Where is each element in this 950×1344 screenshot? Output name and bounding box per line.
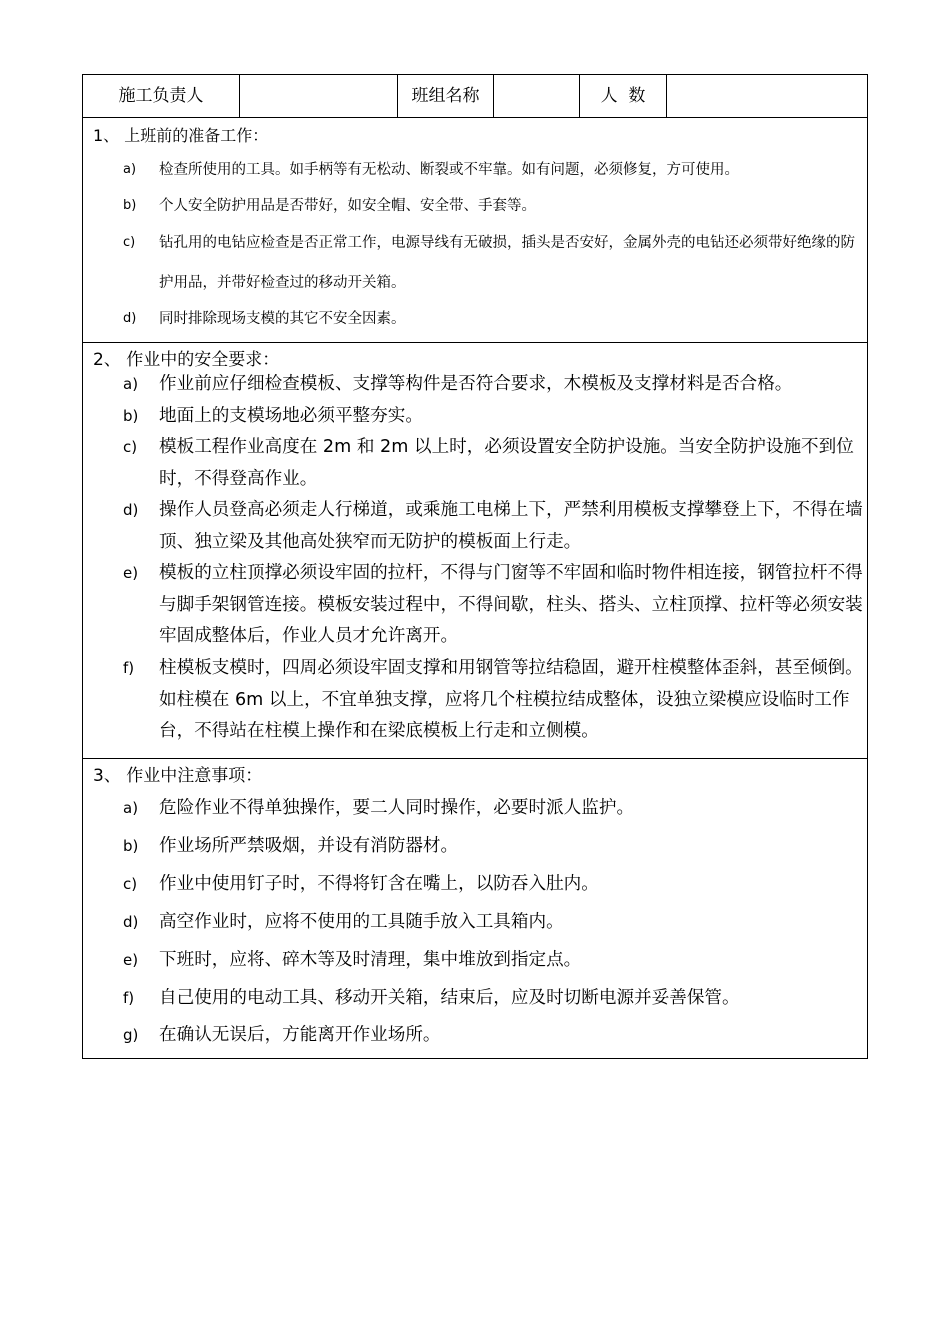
- item-text: 同时排除现场支模的其它不安全因素。: [159, 311, 406, 327]
- item-text: 在确认无误后，方能离开作业场所。: [159, 1025, 441, 1045]
- item-marker: e): [123, 564, 139, 582]
- section-preparation: [83, 118, 867, 343]
- safety-briefing-table: [82, 74, 868, 1059]
- item-marker: a): [123, 162, 137, 177]
- item-marker: c): [123, 438, 138, 456]
- item-text: 柱模板支模时，四周必须设牢固支撑和用钢管等拉结稳固，避开柱模整体歪斜，甚至倾倒。如柱模在 6m 以上，不宜单独支撑，应将几个柱模拉结成整体，设独立梁模应设临时工作台，不得站在柱模上操作和在梁底模板上行走和立侧模。: [159, 658, 863, 741]
- item-marker: d): [123, 913, 139, 931]
- item-text: 操作人员登高必须走人行梯道，或乘施工电梯上下，严禁利用模板支撑攀登上下，不得在墙顶、独立梁及其他高处狭窄而无防护的模板面上行走。: [159, 500, 863, 552]
- header-value-person-in-charge: [240, 75, 398, 117]
- item-text: 检查所使用的工具。如手柄等有无松动、断裂或不牢靠。如有问题，必须修复，方可使用。: [159, 162, 739, 178]
- item-text: 地面上的支模场地必须平整夯实。: [159, 406, 423, 426]
- section-safety-requirements: [83, 343, 867, 759]
- item-marker: g): [123, 1026, 139, 1044]
- item-marker: b): [123, 837, 139, 855]
- header-label-team-name: 班组名称: [398, 75, 494, 117]
- header-row: [83, 75, 867, 118]
- item-text: 作业中使用钉子时，不得将钉含在嘴上，以防吞入肚内。: [159, 874, 599, 894]
- item-text: 模板工程作业高度在 2m 和 2m 以上时，必须设置安全防护设施。当安全防护设施不到位时，不得登高作业。: [159, 437, 854, 489]
- item-text: 高空作业时，应将不使用的工具随手放入工具箱内。: [159, 912, 564, 932]
- header-label-headcount: 人 数: [580, 75, 667, 117]
- item-text: 钻孔用的电钻应检查是否正常工作，电源导线有无破损，插头是否安好，金属外壳的电钻还必须带好绝缘的防护用品，并带好检查过的移动开关箱。: [159, 235, 855, 291]
- item-marker: a): [123, 375, 139, 393]
- item-text: 模板的立柱顶撑必须设牢固的拉杆，不得与门窗等不牢固和临时物件相连接，钢管拉杆不得与脚手架钢管连接。模板安装过程中，不得间歇，柱头、搭头、立柱顶撑、拉杆等必须安装牢固成整体后，作业人员才允许离开。: [159, 563, 863, 646]
- section-title: 1、 上班前的准备工作：: [93, 126, 269, 145]
- section-precautions: [83, 759, 867, 1058]
- item-text: 自己使用的电动工具、移动开关箱，结束后，应及时切断电源并妥善保管。: [159, 988, 740, 1008]
- item-marker: c): [123, 875, 138, 893]
- item-marker: b): [123, 198, 137, 213]
- item-marker: f): [123, 659, 135, 677]
- item-text: 作业场所严禁吸烟，并设有消防器材。: [159, 836, 459, 856]
- section-title: 3、 作业中注意事项：: [93, 766, 263, 786]
- header-label-person-in-charge: 施工负责人: [83, 75, 240, 117]
- item-marker: e): [123, 951, 139, 969]
- item-text: 危险作业不得单独操作，要二人同时操作，必要时派人监护。: [159, 798, 635, 818]
- item-text: 作业前应仔细检查模板、支撑等构件是否符合要求，木模板及支撑材料是否合格。: [159, 374, 793, 394]
- item-marker: c): [123, 235, 136, 250]
- item-marker: d): [123, 311, 137, 326]
- header-value-headcount: [667, 75, 867, 117]
- item-marker: b): [123, 407, 139, 425]
- header-value-team-name: [494, 75, 580, 117]
- item-marker: a): [123, 799, 139, 817]
- item-marker: d): [123, 501, 139, 519]
- item-marker: f): [123, 989, 135, 1007]
- section-title: 2、 作业中的安全要求：: [93, 350, 280, 370]
- item-text: 个人安全防护用品是否带好，如安全帽、安全带、手套等。: [159, 198, 536, 214]
- item-text: 下班时，应将、碎木等及时清理，集中堆放到指定点。: [159, 950, 582, 970]
